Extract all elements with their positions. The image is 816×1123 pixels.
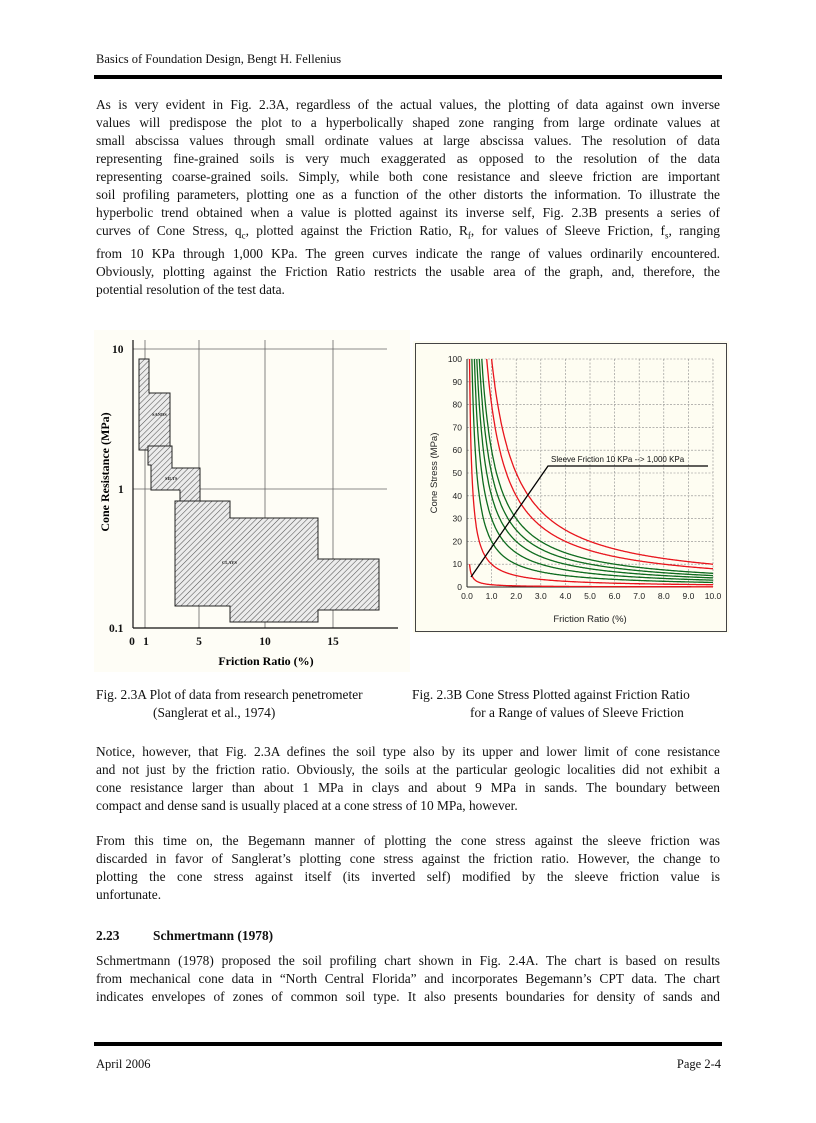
footer-rule xyxy=(94,1042,722,1046)
paragraph-4 xyxy=(96,952,720,1006)
figure-b-caption-line2: for a Range of values of Sleeve Friction xyxy=(470,705,684,720)
svg-text:0: 0 xyxy=(129,636,135,648)
text-line: Notice, however, that Fig. 2.3A defines the soil type also by its upper and lower limit of cone resistance xyxy=(96,744,720,759)
text-line: cone resistance larger than about 1 MPa in clays and about 9 MPa in sands. The boundary between xyxy=(96,780,720,795)
text-line-subscripts: curves of Cone Stress, $q_c$, plotted against the Friction Ratio, $R_f$, for values of Sleeve Friction, $f_s$, ranging xyxy=(96,223,721,241)
svg-text:10: 10 xyxy=(259,636,271,648)
zone-label-sands: SANDS xyxy=(152,412,167,417)
svg-text:0.0: 0.0 xyxy=(461,591,473,601)
text-line: potential resolution of the test data. xyxy=(96,281,285,297)
x-axis-label: Friction Ratio (%) xyxy=(553,614,627,625)
text-line: compact and dense sand is usually placed at a cone stress of 10 MPa, however. xyxy=(96,798,518,813)
svg-text:1: 1 xyxy=(143,636,149,648)
text-line: hyperbolic trend obtained when a value is plotted against its inverse self, Fig. 2.3B presents a series of xyxy=(96,205,720,220)
svg-text:80: 80 xyxy=(452,399,462,410)
paragraph-2 xyxy=(96,743,720,815)
text-line: From this time on, the Begemann manner of plotting the cone stress against the sleeve friction was xyxy=(96,833,720,848)
section-number: 2.23 xyxy=(96,928,120,943)
svg-text:10.0: 10.0 xyxy=(704,591,722,601)
text-line: representing coarse-grained soils. Simply, while both cone resistance and sleeve friction are important xyxy=(96,169,720,184)
text-line: plotting the cone stress against itself (its inverted self) modified by the sleeve friction value is xyxy=(96,869,720,884)
svg-text:90: 90 xyxy=(452,376,462,387)
section-title: Schmertmann (1978) xyxy=(153,928,274,943)
figure-a-caption-line2: (Sanglerat et al., 1974) xyxy=(153,705,276,720)
svg-text:8.0: 8.0 xyxy=(657,591,670,601)
x-axis-label: Friction Ratio (%) xyxy=(218,654,314,668)
text-line: indicates envelopes of zones of common soil type. It also presents boundaries for density of sands and xyxy=(96,989,720,1004)
svg-text:9.0: 9.0 xyxy=(682,591,695,601)
svg-text:0.1: 0.1 xyxy=(109,623,124,635)
svg-text:1: 1 xyxy=(118,484,124,496)
footer-page-number: Page 2-4 xyxy=(676,1057,721,1071)
svg-text:100: 100 xyxy=(447,354,462,364)
svg-text:10: 10 xyxy=(452,559,462,570)
section-heading xyxy=(96,928,273,944)
zone-label-silts: SILTS xyxy=(165,476,178,481)
svg-text:6.0: 6.0 xyxy=(608,591,621,601)
y-axis-label: Cone Resistance (MPa) xyxy=(98,412,112,532)
svg-text:4.0: 4.0 xyxy=(559,591,572,601)
text-line: soil profiling parameters, plotting one as a function of the other distorts the information. To illustrate the xyxy=(96,187,720,202)
footer-date: April 2006 xyxy=(96,1057,151,1071)
svg-text:15: 15 xyxy=(327,636,339,648)
figure-2-3b-chart xyxy=(413,341,729,633)
svg-text:20: 20 xyxy=(452,536,462,547)
svg-text:3.0: 3.0 xyxy=(534,591,547,601)
paragraph-1 xyxy=(96,96,720,299)
zone-label-clays: CLAYS xyxy=(222,560,237,565)
text-line: and not just by the friction ratio. Obviously, the soils at the particular geologic localities did not exhibit a xyxy=(96,762,720,777)
header-rule xyxy=(94,75,722,79)
annotation-label: Sleeve Friction 10 KPa --> 1,000 KPa xyxy=(551,455,685,464)
text-line: from mechanical cone data in “North Central Florida” and incorporates Begemann’s CPT data. The chart xyxy=(96,971,720,986)
running-header: Basics of Foundation Design, Bengt H. Fellenius xyxy=(96,52,342,66)
text-seg: curves of Cone Stress, q xyxy=(96,223,242,238)
text-line: As is very evident in Fig. 2.3A, regardless of the actual values, the plotting of data against own inverse xyxy=(96,97,720,112)
text-line: from 10 KPa through 1,000 KPa. The green curves indicate the range of values ordinarily encountered. xyxy=(96,245,720,261)
svg-text:10: 10 xyxy=(112,344,124,356)
figure-2-3a-chart xyxy=(94,330,410,672)
text-line: unfortunate. xyxy=(96,887,162,902)
svg-text:50: 50 xyxy=(452,468,462,478)
svg-text:7.0: 7.0 xyxy=(633,591,646,601)
text-line: discarded in favor of Sanglerat’s plotting cone stress against the friction ratio. However, the change to xyxy=(96,851,720,866)
figure-b-caption-line1: Fig. 2.3B Cone Stress Plotted against Friction Ratio xyxy=(412,687,690,702)
text-line: small abscissa values through small ordinate values at large abscissa values. The resolution of data xyxy=(96,133,720,148)
y-axis-label: Cone Stress (MPa) xyxy=(429,432,440,514)
svg-text:1.0: 1.0 xyxy=(485,591,498,601)
svg-text:2.0: 2.0 xyxy=(510,591,523,601)
svg-text:60: 60 xyxy=(452,445,462,456)
svg-text:5: 5 xyxy=(196,636,202,648)
text-line: Schmertmann (1978) proposed the soil profiling chart shown in Fig. 2.4A. The chart is based on results xyxy=(96,953,720,968)
svg-text:40: 40 xyxy=(452,490,462,501)
svg-text:0: 0 xyxy=(457,582,462,592)
text-line: Obviously, plotting against the Friction Ratio restricts the usable area of the graph, and, therefore, the xyxy=(96,263,720,279)
svg-text:5.0: 5.0 xyxy=(584,591,596,601)
svg-text:70: 70 xyxy=(452,422,462,433)
paragraph-3 xyxy=(96,832,720,904)
figure-a-caption-line1: Fig. 2.3A Plot of data from research penetrometer xyxy=(96,687,363,702)
text-line: values will predispose the plot to a hyperbolically shaped zone ranging from large ordinate values at xyxy=(96,115,720,130)
svg-text:30: 30 xyxy=(452,513,462,524)
text-line: representing fine-grained soils is very much exaggerated as opposed to the resolution of the data xyxy=(96,151,720,166)
